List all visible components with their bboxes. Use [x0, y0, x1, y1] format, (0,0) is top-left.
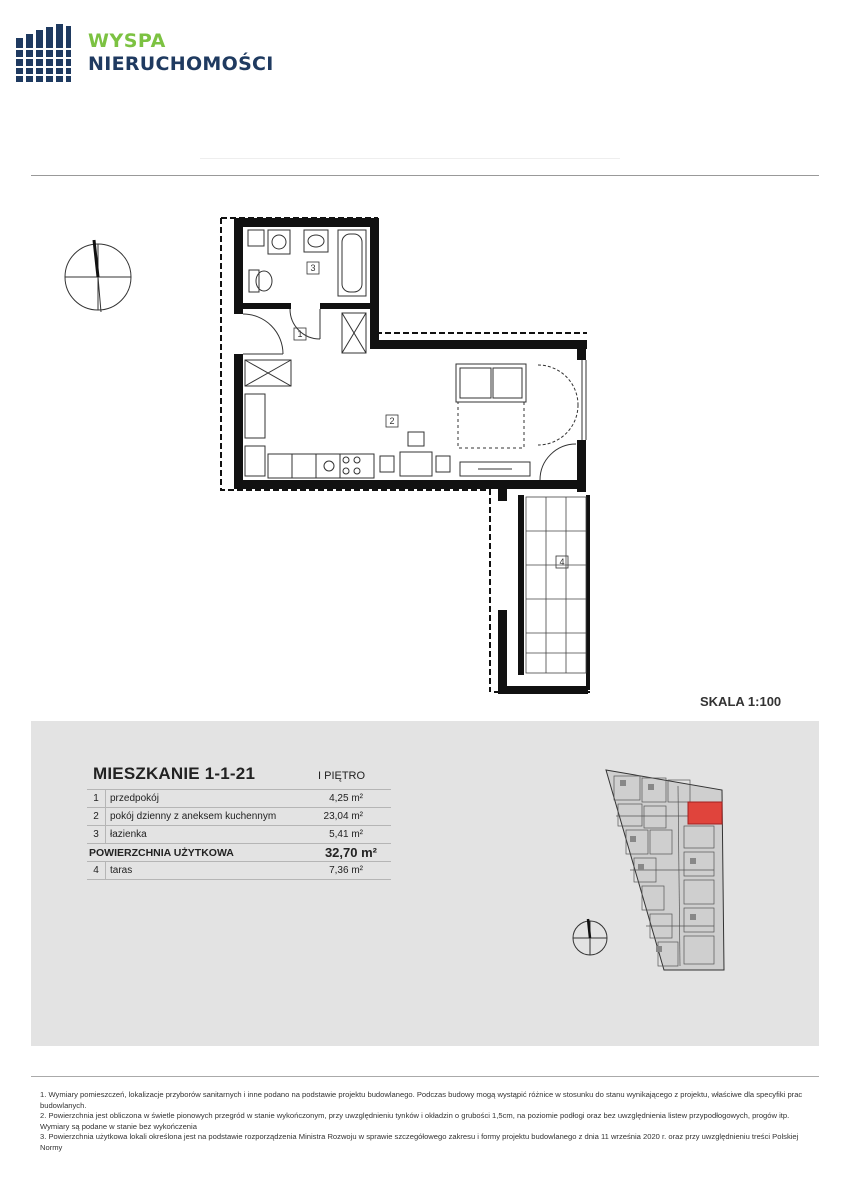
- footnote: 1. Wymiary pomieszczeń, lokalizacje przyborów sanitarnych i inne podano na podstawie projektu budowlanego. Podczas budowy mogą wystąpić różnice w stosunku do stanu wynikającego z projektu, właściwe dla specyfiki prac budowlanych.: [40, 1090, 803, 1110]
- floor-plan: [0, 200, 847, 710]
- footnotes: [40, 1090, 815, 1153]
- table-row: [87, 790, 391, 808]
- brand-line-1: WYSPA: [88, 30, 166, 52]
- apartment-highlight: [688, 802, 722, 824]
- apartment-title: MIESZKANIE 1-1-21: [93, 764, 256, 783]
- total-area: 32,70 m²: [289, 844, 391, 862]
- table-row: [87, 808, 391, 826]
- room-number-2: 2: [389, 416, 395, 426]
- room-number: 2: [87, 808, 106, 826]
- room-number: 4: [87, 862, 106, 880]
- header-divider: [31, 175, 819, 176]
- total-row: [87, 844, 391, 862]
- room-number: 1: [87, 790, 106, 808]
- building-location-plan: [600, 766, 730, 971]
- room-area: 4,25 m²: [289, 790, 391, 808]
- brand-name: [88, 30, 274, 76]
- table-row: [87, 862, 391, 880]
- room-number-1: 1: [297, 329, 303, 339]
- room-name: taras: [106, 862, 290, 880]
- footnote: 2. Powierzchnia jest obliczona w świetle pionowych przegród w stanie wykończonym, przy uwzględnieniu tynków i okładzin o grubości 1,5cm, na poziomie podłogi oraz bez uwzględnienia listew przypodłogowych, progów itp. Wymiary są podane w stanie bez wykończenia: [40, 1111, 790, 1131]
- faint-divider: [200, 158, 620, 159]
- footer-divider: [31, 1076, 819, 1077]
- room-area-table: [87, 789, 391, 880]
- room-number: 3: [87, 826, 106, 844]
- table-row: [87, 826, 391, 844]
- brand-line-2: NIERUCHOMOŚCI: [88, 53, 274, 75]
- room-area: 23,04 m²: [289, 808, 391, 826]
- room-name: pokój dzienny z aneksem kuchennym: [106, 808, 290, 826]
- footnote: 3. Powierzchnia użytkowa lokali określona jest na podstawie rozporządzenia Ministra Rozwoju w sprawie szczegółowego zakresu i formy projektu budowlanego z dnia 11 września 2020 r. oraz przy uwzględnieniu treści Polskiej Normy: [40, 1132, 799, 1152]
- plan-scale: SKALA 1:100: [700, 694, 782, 709]
- room-number-4: 4: [559, 557, 565, 567]
- room-number-3: 3: [310, 263, 316, 273]
- room-area: 7,36 m²: [289, 862, 391, 880]
- room-name: przedpokój: [106, 790, 290, 808]
- floor-label: I PIĘTRO: [318, 770, 366, 782]
- room-area: 5,41 m²: [289, 826, 391, 844]
- north-compass-icon: [65, 240, 131, 312]
- total-label: POWIERZCHNIA UŻYTKOWA: [87, 844, 289, 862]
- room-name: łazienka: [106, 826, 290, 844]
